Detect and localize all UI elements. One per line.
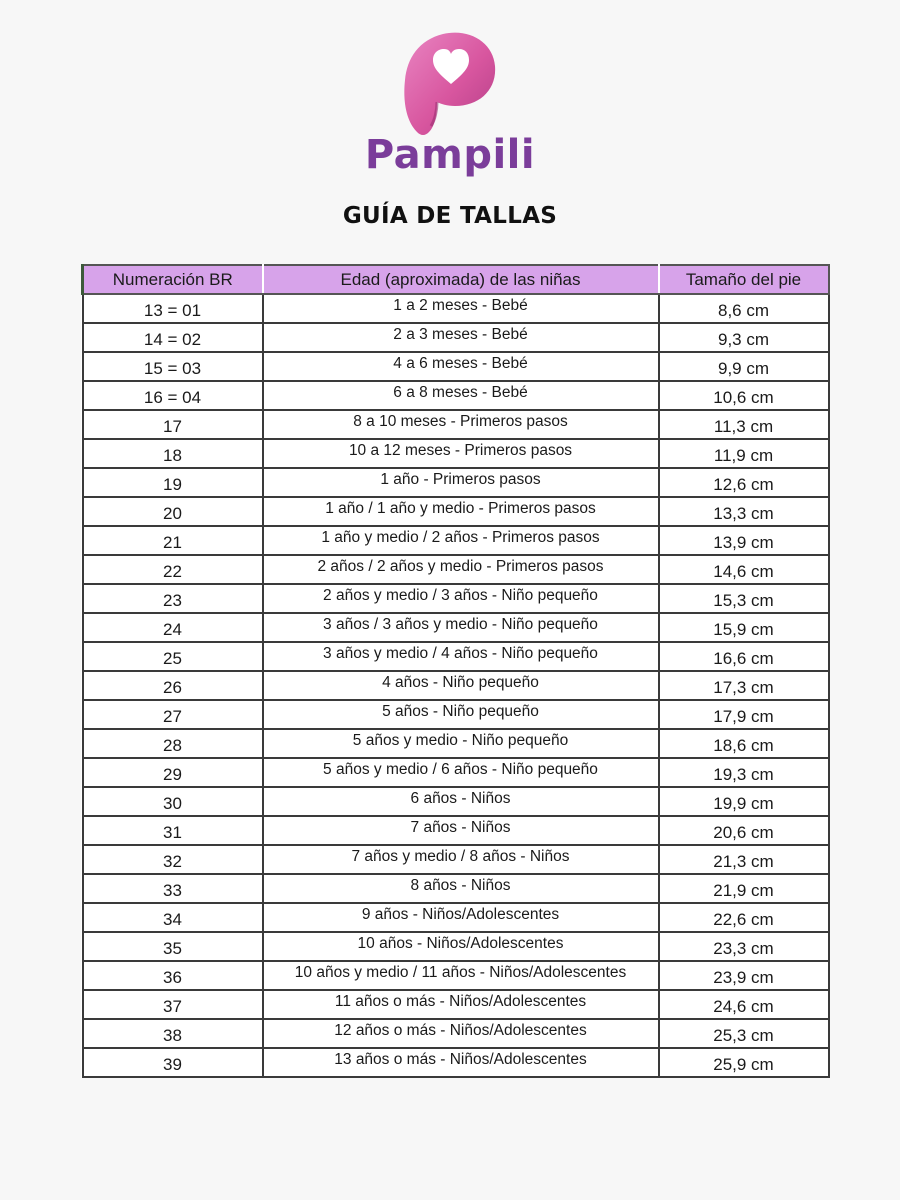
foot-length-cell: 22,6 cm <box>659 903 829 932</box>
size-guide-table <box>81 264 830 1078</box>
table-row <box>83 845 829 874</box>
size-br-cell: 14 = 02 <box>83 323 263 352</box>
age-cell: 2 años / 2 años y medio - Primeros pasos <box>263 555 659 584</box>
size-br-cell: 15 = 03 <box>83 352 263 381</box>
age-cell: 8 años - Niños <box>263 874 659 903</box>
size-br-cell: 17 <box>83 410 263 439</box>
table-row <box>83 932 829 961</box>
foot-length-cell: 25,9 cm <box>659 1048 829 1077</box>
age-cell: 1 año y medio / 2 años - Primeros pasos <box>263 526 659 555</box>
foot-length-cell: 16,6 cm <box>659 642 829 671</box>
size-br-cell: 38 <box>83 1019 263 1048</box>
table-row <box>83 874 829 903</box>
p-heart-logo-icon <box>395 28 505 138</box>
table-header-row <box>83 265 829 294</box>
table-row <box>83 584 829 613</box>
table-row <box>83 352 829 381</box>
foot-length-cell: 10,6 cm <box>659 381 829 410</box>
foot-length-cell: 15,9 cm <box>659 613 829 642</box>
size-br-cell: 27 <box>83 700 263 729</box>
size-br-cell: 20 <box>83 497 263 526</box>
foot-length-cell: 21,3 cm <box>659 845 829 874</box>
foot-length-cell: 11,9 cm <box>659 439 829 468</box>
age-cell: 1 año - Primeros pasos <box>263 468 659 497</box>
age-cell: 5 años y medio - Niño pequeño <box>263 729 659 758</box>
table-row <box>83 410 829 439</box>
age-cell: 6 a 8 meses - Bebé <box>263 381 659 410</box>
age-cell: 3 años / 3 años y medio - Niño pequeño <box>263 613 659 642</box>
size-br-cell: 29 <box>83 758 263 787</box>
size-br-cell: 13 = 01 <box>83 294 263 323</box>
foot-length-cell: 9,9 cm <box>659 352 829 381</box>
foot-length-cell: 8,6 cm <box>659 294 829 323</box>
size-br-cell: 39 <box>83 1048 263 1077</box>
size-br-cell: 28 <box>83 729 263 758</box>
foot-length-cell: 15,3 cm <box>659 584 829 613</box>
table-row <box>83 381 829 410</box>
size-br-cell: 23 <box>83 584 263 613</box>
age-cell: 6 años - Niños <box>263 787 659 816</box>
age-cell: 10 años y medio / 11 años - Niños/Adolescentes <box>263 961 659 990</box>
foot-length-cell: 17,3 cm <box>659 671 829 700</box>
table-row <box>83 526 829 555</box>
age-cell: 5 años y medio / 6 años - Niño pequeño <box>263 758 659 787</box>
table-row <box>83 990 829 1019</box>
foot-length-cell: 12,6 cm <box>659 468 829 497</box>
size-br-cell: 18 <box>83 439 263 468</box>
table-row <box>83 1019 829 1048</box>
table-row <box>83 323 829 352</box>
foot-length-cell: 20,6 cm <box>659 816 829 845</box>
size-br-cell: 21 <box>83 526 263 555</box>
size-br-cell: 30 <box>83 787 263 816</box>
age-cell: 1 a 2 meses - Bebé <box>263 294 659 323</box>
table-row <box>83 555 829 584</box>
table-row <box>83 613 829 642</box>
age-cell: 4 a 6 meses - Bebé <box>263 352 659 381</box>
age-cell: 2 años y medio / 3 años - Niño pequeño <box>263 584 659 613</box>
page-title: GUÍA DE TALLAS <box>342 203 558 229</box>
size-br-cell: 36 <box>83 961 263 990</box>
table-row <box>83 787 829 816</box>
age-cell: 3 años y medio / 4 años - Niño pequeño <box>263 642 659 671</box>
table-row <box>83 294 829 323</box>
age-cell: 4 años - Niño pequeño <box>263 671 659 700</box>
age-cell: 7 años y medio / 8 años - Niños <box>263 845 659 874</box>
foot-length-cell: 24,6 cm <box>659 990 829 1019</box>
table-row <box>83 961 829 990</box>
age-cell: 11 años o más - Niños/Adolescentes <box>263 990 659 1019</box>
table-row <box>83 729 829 758</box>
table-row <box>83 439 829 468</box>
header-numeracion-br: Numeración BR <box>83 265 263 294</box>
foot-length-cell: 23,3 cm <box>659 932 829 961</box>
size-br-cell: 19 <box>83 468 263 497</box>
size-br-cell: 33 <box>83 874 263 903</box>
table-row <box>83 671 829 700</box>
header-tamano-pie: Tamaño del pie <box>659 265 829 294</box>
age-cell: 2 a 3 meses - Bebé <box>263 323 659 352</box>
foot-length-cell: 14,6 cm <box>659 555 829 584</box>
size-br-cell: 26 <box>83 671 263 700</box>
size-br-cell: 37 <box>83 990 263 1019</box>
foot-length-cell: 13,3 cm <box>659 497 829 526</box>
size-br-cell: 31 <box>83 816 263 845</box>
table-row <box>83 816 829 845</box>
foot-length-cell: 25,3 cm <box>659 1019 829 1048</box>
age-cell: 13 años o más - Niños/Adolescentes <box>263 1048 659 1077</box>
age-cell: 9 años - Niños/Adolescentes <box>263 903 659 932</box>
age-cell: 10 años - Niños/Adolescentes <box>263 932 659 961</box>
foot-length-cell: 21,9 cm <box>659 874 829 903</box>
size-br-cell: 24 <box>83 613 263 642</box>
size-br-cell: 16 = 04 <box>83 381 263 410</box>
foot-length-cell: 19,9 cm <box>659 787 829 816</box>
brand-logo <box>0 28 900 178</box>
foot-length-cell: 18,6 cm <box>659 729 829 758</box>
foot-length-cell: 13,9 cm <box>659 526 829 555</box>
size-br-cell: 34 <box>83 903 263 932</box>
table-row <box>83 468 829 497</box>
foot-length-cell: 17,9 cm <box>659 700 829 729</box>
table-row <box>83 903 829 932</box>
table-row <box>83 1048 829 1077</box>
foot-length-cell: 19,3 cm <box>659 758 829 787</box>
age-cell: 7 años - Niños <box>263 816 659 845</box>
size-br-cell: 32 <box>83 845 263 874</box>
table-row <box>83 642 829 671</box>
age-cell: 10 a 12 meses - Primeros pasos <box>263 439 659 468</box>
header-edad: Edad (aproximada) de las niñas <box>263 265 659 294</box>
size-guide-rows <box>83 294 829 1077</box>
size-br-cell: 35 <box>83 932 263 961</box>
age-cell: 8 a 10 meses - Primeros pasos <box>263 410 659 439</box>
foot-length-cell: 23,9 cm <box>659 961 829 990</box>
size-br-cell: 22 <box>83 555 263 584</box>
brand-name: Pampili <box>364 132 536 178</box>
age-cell: 5 años - Niño pequeño <box>263 700 659 729</box>
foot-length-cell: 9,3 cm <box>659 323 829 352</box>
age-cell: 1 año / 1 año y medio - Primeros pasos <box>263 497 659 526</box>
size-br-cell: 25 <box>83 642 263 671</box>
table-row <box>83 497 829 526</box>
table-row <box>83 758 829 787</box>
table-row <box>83 700 829 729</box>
age-cell: 12 años o más - Niños/Adolescentes <box>263 1019 659 1048</box>
foot-length-cell: 11,3 cm <box>659 410 829 439</box>
